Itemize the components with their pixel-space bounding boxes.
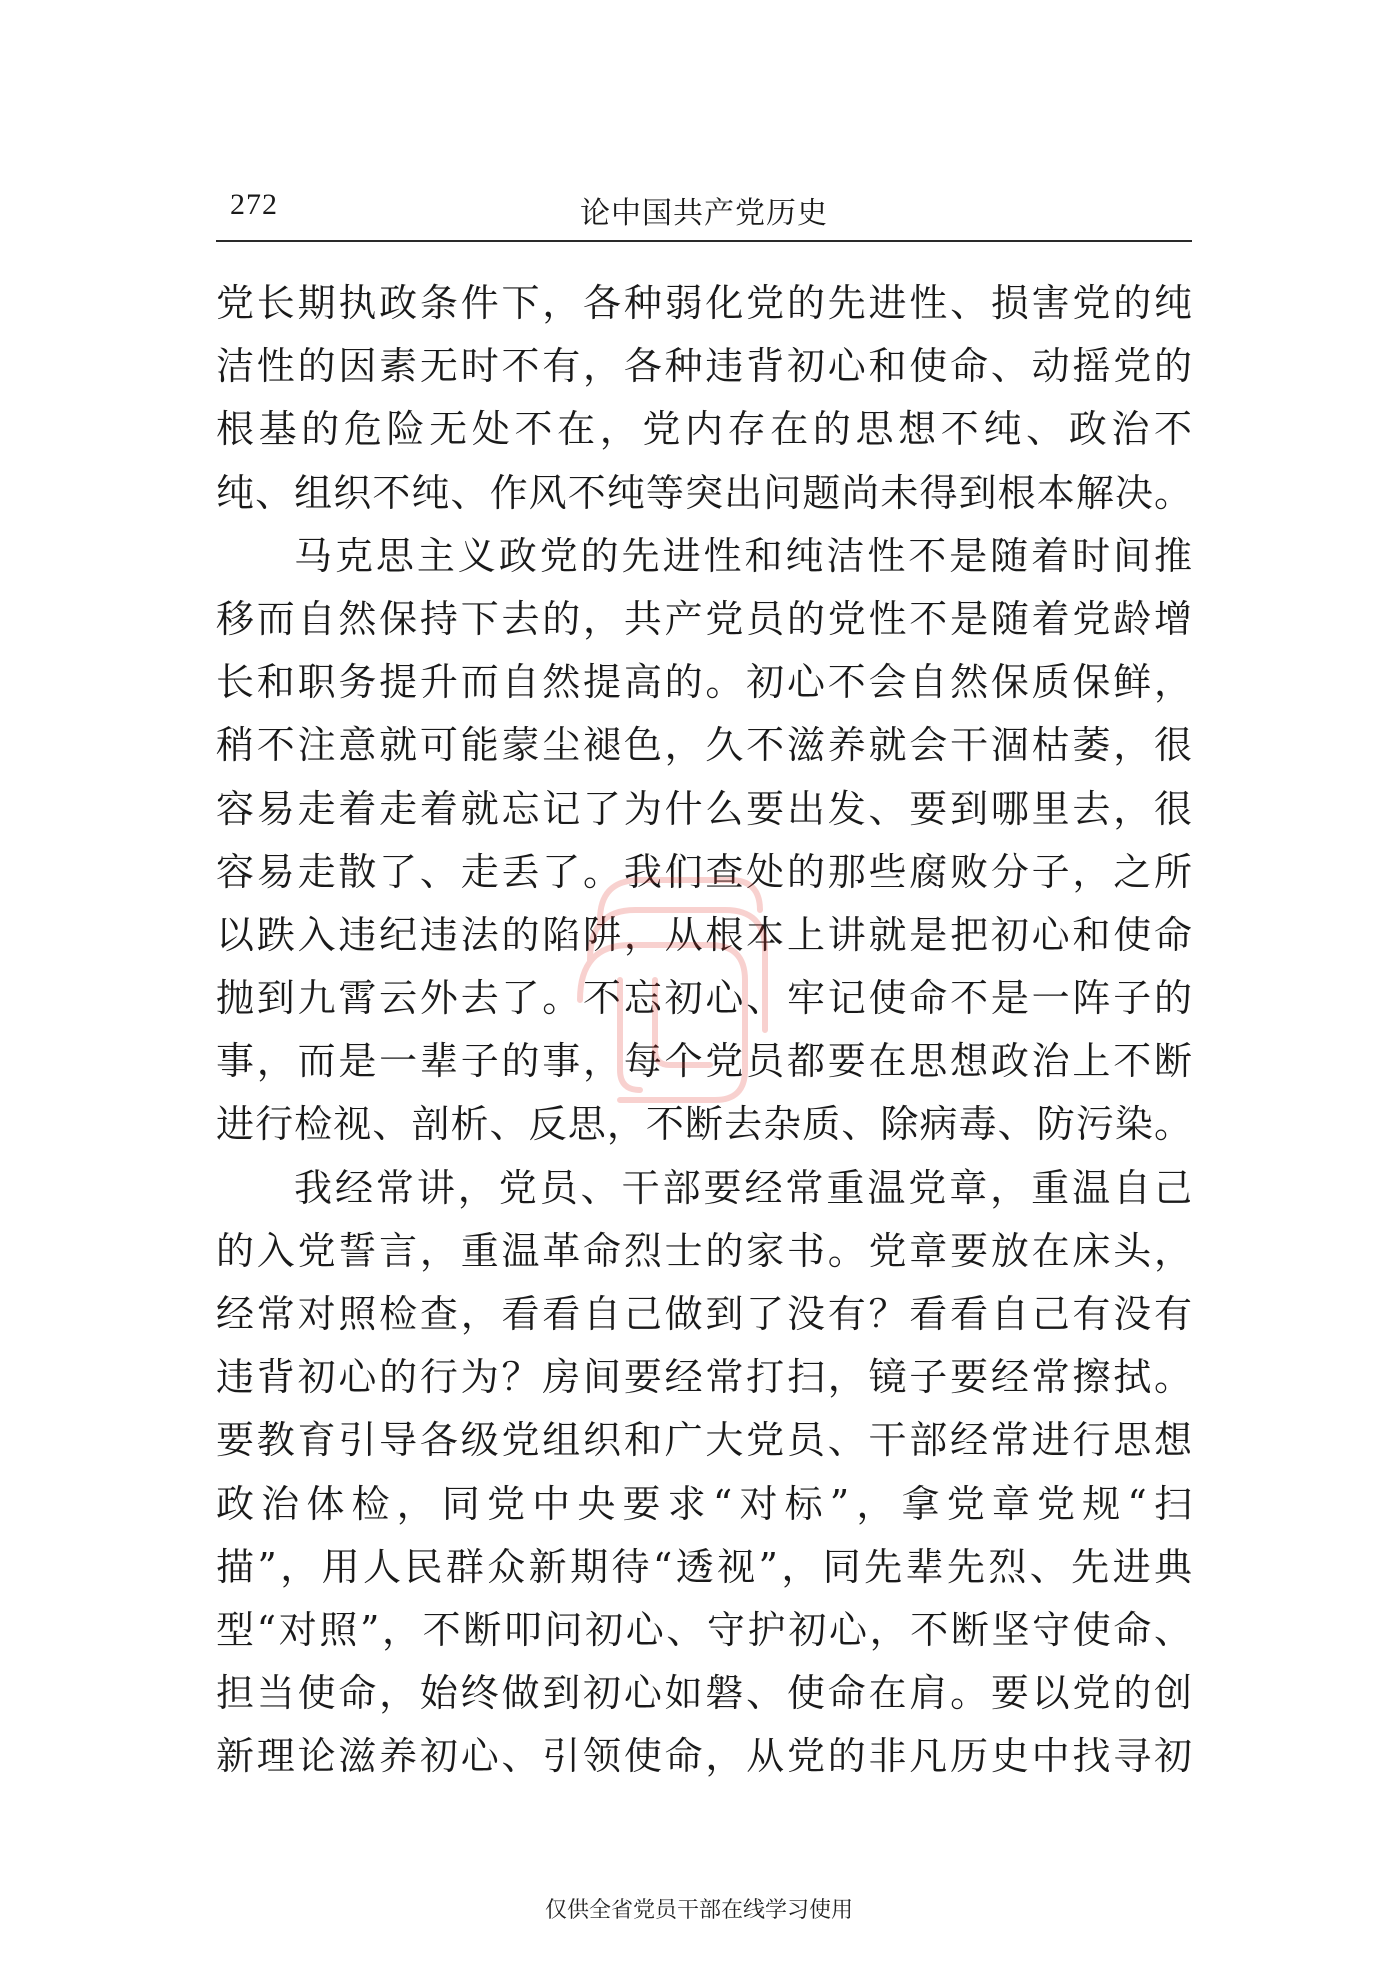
- text-line: 移而自然保持下去的，共产党员的党性不是随着党龄增: [216, 596, 1192, 641]
- text-line: 根基的危险无处不在，党内存在的思想不纯、政治不: [216, 407, 1192, 452]
- text-line: 担当使命，始终做到初心如磐、使命在肩。要以党的创: [216, 1671, 1192, 1716]
- text-line: 政治体检，同党中央要求“对标”，拿党章党规“扫: [216, 1481, 1192, 1526]
- text-line: 容易走着走着就忘记了为什么要出发、要到哪里去，很: [216, 786, 1192, 831]
- page-header: [216, 184, 1192, 232]
- footer-note: 仅供全省党员干部在线学习使用: [544, 1898, 853, 1923]
- text-line: 抛到九霄云外去了。不忘初心、牢记使命不是一阵子的: [216, 976, 1192, 1021]
- text-line: 经常对照检查，看看自己做到了没有？看看自己有没有: [216, 1292, 1192, 1336]
- text-line: 我经常讲，党员、干部要经常重温党章，重温自己: [294, 1165, 1192, 1210]
- text-line: 事，而是一辈子的事，每个党员都要在思想政治上不断: [216, 1039, 1192, 1084]
- text-line: 纯、组织不纯、作风不纯等突出问题尚未得到根本解决。: [216, 470, 1192, 515]
- body-text: [216, 272, 1192, 1789]
- text-line: 以跌入违纪违法的陷阱，从根本上讲就是把初心和使命: [216, 912, 1192, 957]
- text-line: 要教育引导各级党组织和广大党员、干部经常进行思想: [216, 1418, 1192, 1463]
- text-line: 马克思主义政党的先进性和纯洁性不是随着时间推: [294, 533, 1192, 578]
- header-rule: [216, 240, 1192, 242]
- text-line: 稍不注意就可能蒙尘褪色，久不滋养就会干涸枯萎，很: [216, 723, 1192, 768]
- text-line: 型“对照”，不断叩问初心、守护初心，不断坚守使命、: [216, 1607, 1192, 1652]
- text-line: 描”，用人民群众新期待“透视”，同先辈先烈、先进典: [216, 1544, 1192, 1589]
- text-line: 进行检视、剖析、反思，不断去杂质、除病毒、防污染。: [216, 1102, 1192, 1147]
- text-line: 党长期执政条件下，各种弱化党的先进性、损害党的纯: [216, 281, 1192, 325]
- page-number: 272: [230, 188, 278, 221]
- text-line: 洁性的因素无时不有，各种违背初心和使命、动摇党的: [216, 344, 1192, 389]
- text-line: 长和职务提升而自然提高的。初心不会自然保质保鲜，: [216, 660, 1192, 705]
- text-line: 容易走散了、走丢了。我们查处的那些腐败分子，之所: [216, 849, 1192, 894]
- text-line: 的入党誓言，重温革命烈士的家书。党章要放在床头，: [216, 1228, 1192, 1273]
- text-line: 违背初心的行为？房间要经常打扫，镜子要经常擦拭。: [216, 1355, 1192, 1400]
- text-line: 新理论滋养初心、引领使命，从党的非凡历史中找寻初: [216, 1734, 1192, 1779]
- running-title: 论中国共产党历史: [580, 196, 828, 231]
